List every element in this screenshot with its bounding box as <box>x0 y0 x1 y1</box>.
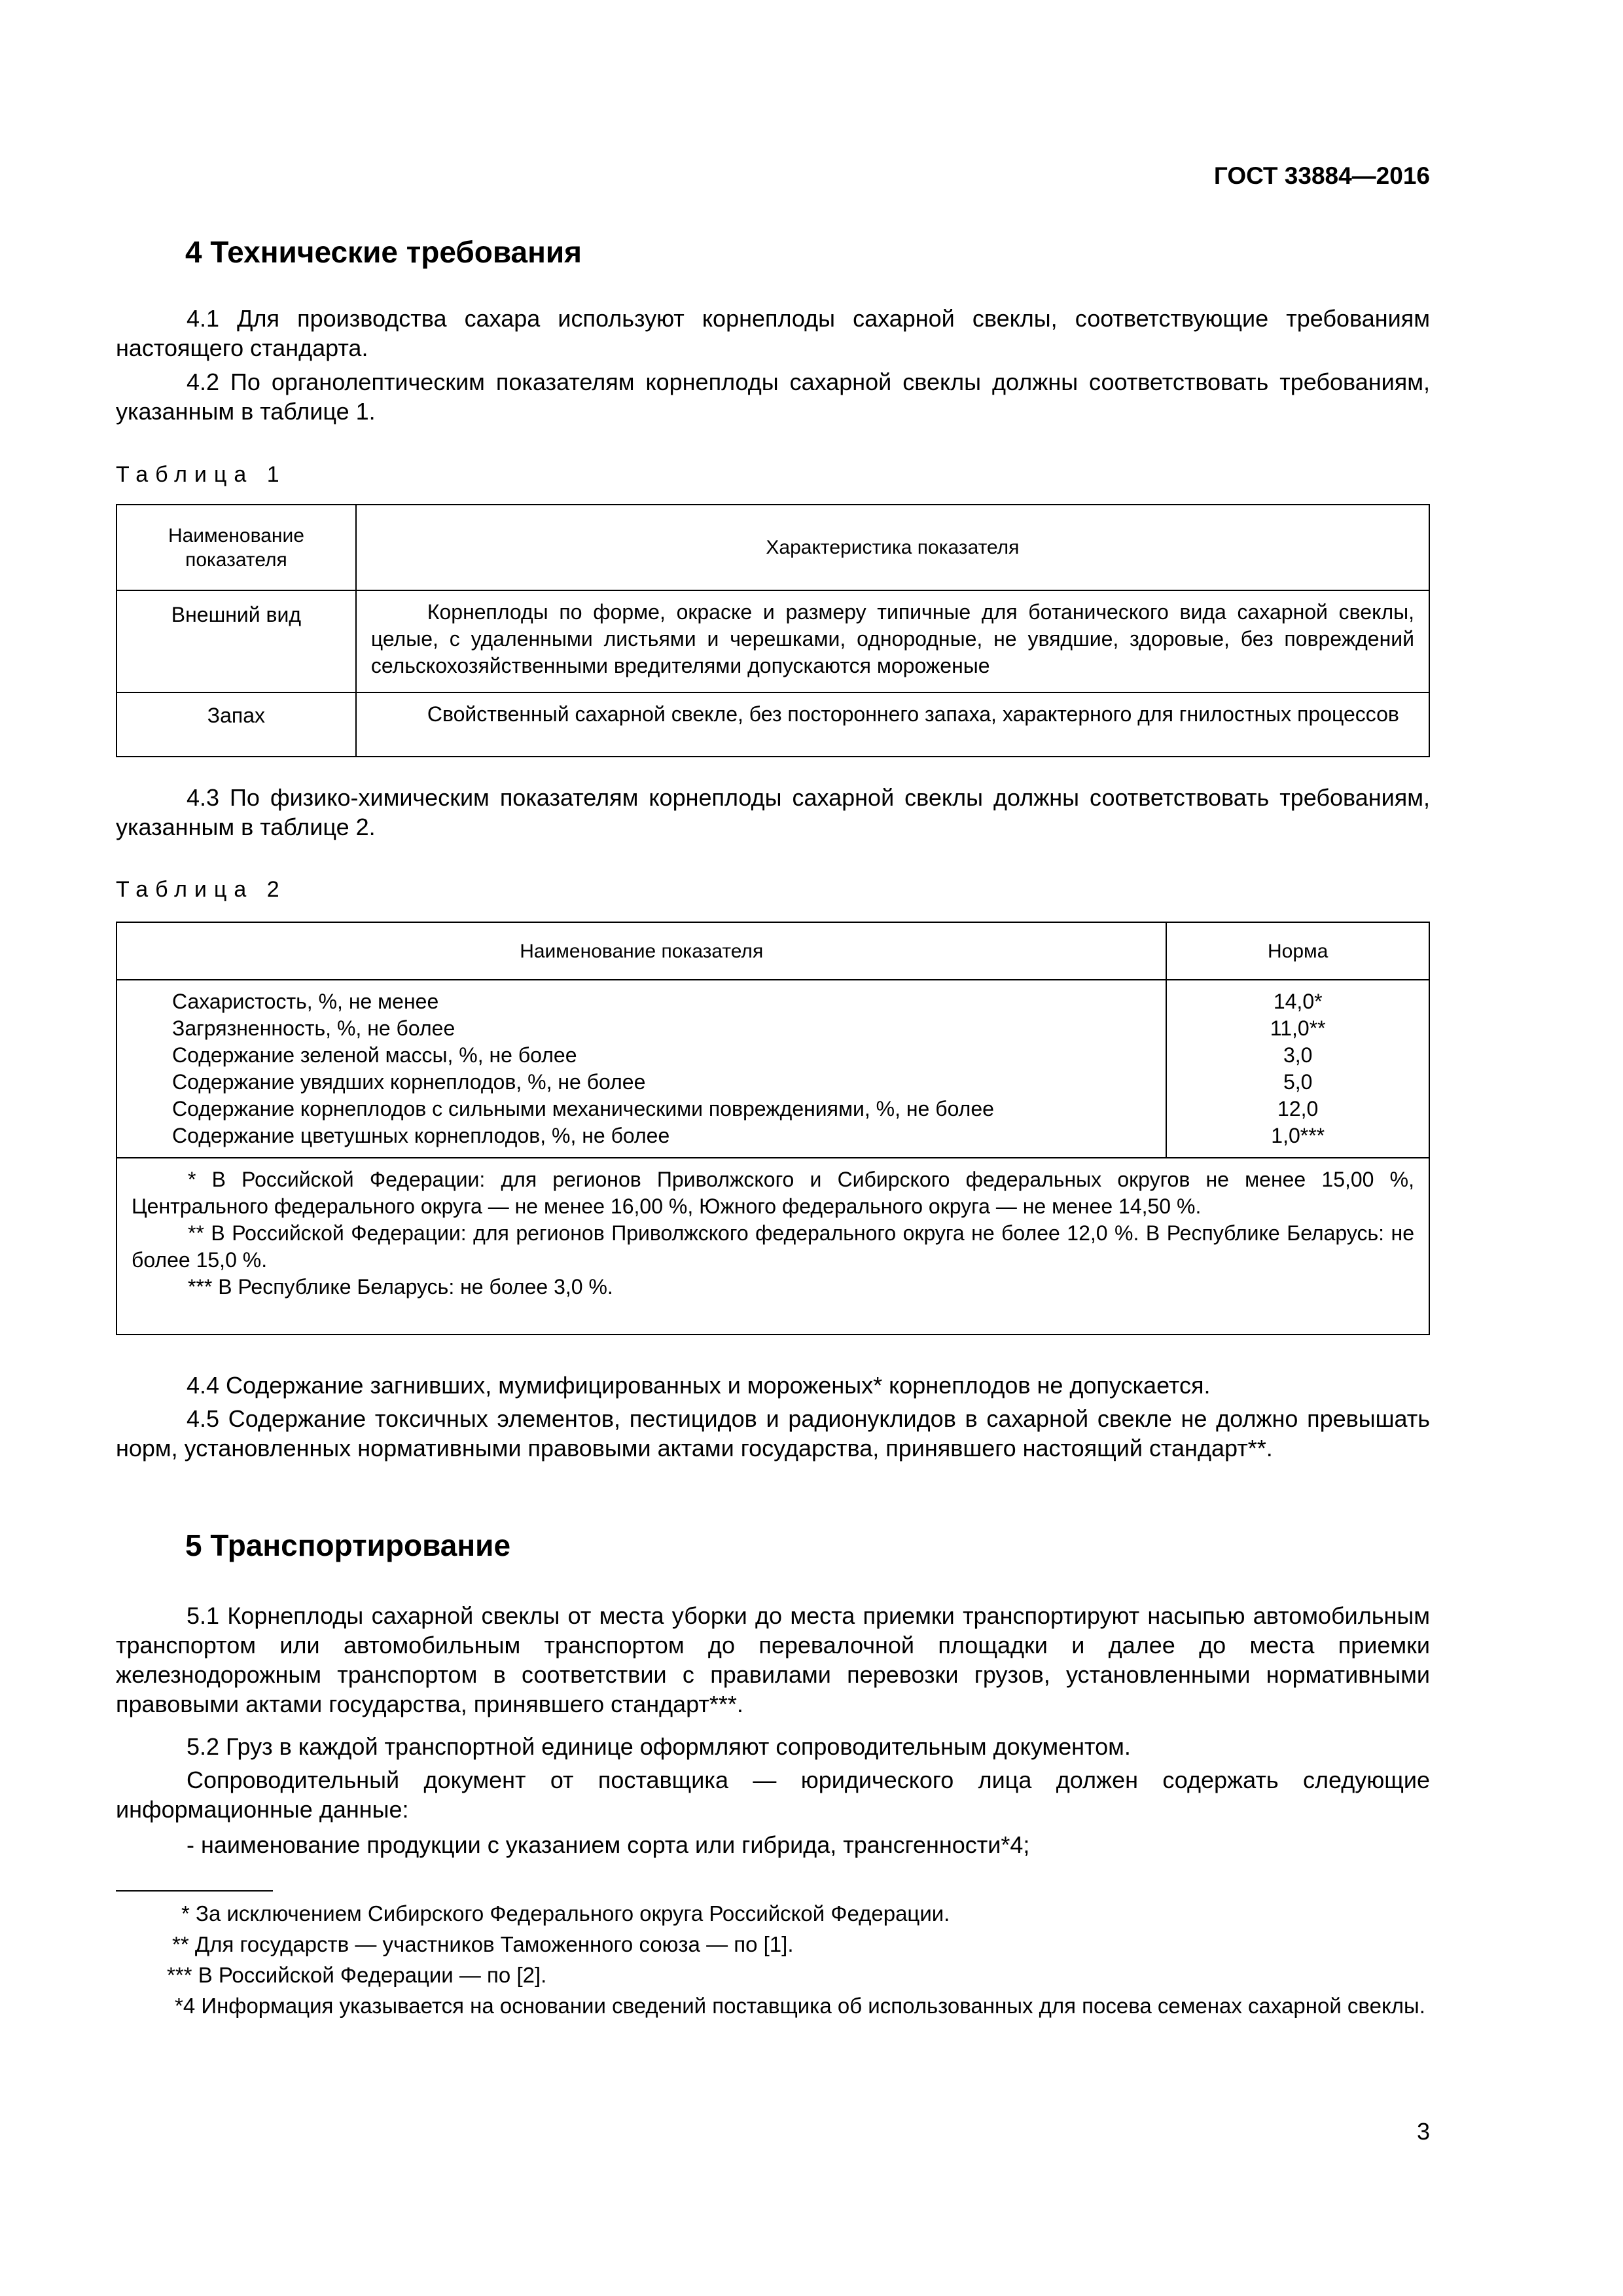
list-item: Содержание корнеплодов с сильными механическими повреждениями, %, не более <box>172 1097 994 1121</box>
document-number: ГОСТ 33884—2016 <box>1213 162 1430 189</box>
table-1-row-name: Внешний вид <box>116 590 356 692</box>
footnote-separator <box>116 1890 273 1892</box>
section-4-title: 4 Технические требования <box>185 235 582 269</box>
paragraph-4-1: 4.1 Для производства сахара используют корнеплоды сахарной свеклы, соответствующие требованиям настоящего стандарта. <box>116 305 1430 361</box>
table-2-note-1: * В Российской Федерации: для регионов Приволжского и Сибирского федеральных округов не менее 15,00 %, Центрального федерального округа — не менее 16,00 %, Южного федерального округа — не менее 14,50 %. <box>132 1168 1414 1218</box>
list-item: 1,0*** <box>1271 1124 1325 1147</box>
paragraph-5-1: 5.1 Корнеплоды сахарной свеклы от места уборки до места приемки транспортируют насыпью автомобильным транспортом или автомобильным транспортом до перевалочной площадки и далее до места приемки железнодорожным транспортом в соответствии с правилами перевозки грузов, установленными нормативными правовыми актами государства, принявшего стандарт***. <box>116 1602 1430 1717</box>
list-item: 11,0** <box>1270 1016 1326 1040</box>
page-number: 3 <box>1416 2118 1430 2145</box>
list-item: Содержание увядших корнеплодов, %, не более <box>172 1070 646 1094</box>
paragraph-5-2b: Сопроводительный документ от поставщика — юридического лица должен содержать следующие информационные данные: <box>116 1767 1430 1823</box>
table-2-notes-row <box>116 1158 1429 1335</box>
list-item: 14,0* <box>1273 990 1323 1013</box>
list-item: 5,0 <box>1283 1070 1313 1094</box>
footnote-3: *** В Российской Федерации — по [2]. <box>167 1963 547 1987</box>
footnote-2: ** Для государств — участников Таможенного союза — по [1]. <box>172 1932 794 1956</box>
table-2-header-row <box>116 922 1429 980</box>
paragraph-4-4: 4.4 Содержание загнивших, мумифицированных и мороженых* корнеплодов не допускается. <box>187 1372 1211 1399</box>
paragraph-4-3: 4.3 По физико-химическим показателям корнеплоды сахарной свеклы должны соответствовать требованиям, указанным в таблице 2. <box>116 784 1430 840</box>
table-1-header-characteristic: Характеристика показателя <box>356 505 1429 590</box>
table-2-header-norm: Норма <box>1166 922 1429 980</box>
list-item: - наименование продукции с указанием сорта или гибрида, трансгенности*4; <box>187 1831 1030 1858</box>
list-item: 3,0 <box>1283 1043 1313 1067</box>
table-row <box>116 590 1429 692</box>
paragraph-4-5: 4.5 Содержание токсичных элементов, пестицидов и радионуклидов в сахарной свекле не должно превышать норм, установленных нормативными правовыми актами государства, принявшего настоящий стандарт**. <box>116 1405 1430 1462</box>
table-2 <box>116 922 1430 1335</box>
table-2-caption: Таблица 2 <box>116 877 287 902</box>
list-item: Сахаристость, %, не менее <box>172 990 439 1013</box>
table-1-caption: Таблица 1 <box>116 462 287 487</box>
table-2-norms-cell <box>1166 980 1429 1158</box>
list-item: 12,0 <box>1277 1097 1319 1121</box>
paragraph-4-2: 4.2 По органолептическим показателям корнеплоды сахарной свеклы должны соответствовать требованиям, указанным в таблице 1. <box>116 368 1430 425</box>
table-row <box>116 692 1429 757</box>
section-5-title: 5 Транспортирование <box>185 1528 511 1562</box>
table-2-notes <box>116 1158 1429 1335</box>
list-item: Содержание зеленой массы, %, не более <box>172 1043 577 1067</box>
table-1-header-name: Наименование показателя <box>116 505 356 590</box>
footnote-4: *4 Информация указывается на основании сведений поставщика об использованных для посева семенах сахарной свеклы. <box>175 1994 1425 2018</box>
table-2-body-row <box>116 980 1429 1158</box>
list-item: Загрязненность, %, не более <box>172 1016 455 1040</box>
list-item: Содержание цветушных корнеплодов, %, не более <box>172 1124 670 1147</box>
table-1 <box>116 504 1430 757</box>
paragraph-5-2: 5.2 Груз в каждой транспортной единице оформляют сопроводительным документом. <box>187 1733 1131 1760</box>
table-1-row-name: Запах <box>116 692 356 757</box>
table-1-header-row <box>116 505 1429 590</box>
footnote-1: * За исключением Сибирского Федерального округа Российской Федерации. <box>181 1901 950 1926</box>
table-1-row-value: Свойственный сахарной свекле, без постороннего запаха, характерного для гнилостных процессов <box>356 692 1429 757</box>
table-2-note-3: *** В Республике Беларусь: не более 3,0 %. <box>188 1275 613 1299</box>
table-2-names-cell <box>116 980 1166 1158</box>
table-2-note-2: ** В Российской Федерации: для регионов Приволжского федерального округа не более 12,0 %. В Республике Беларусь: не более 15,0 %. <box>132 1221 1414 1272</box>
table-2-header-name: Наименование показателя <box>116 922 1166 980</box>
table-1-row-value: Корнеплоды по форме, окраске и размеру типичные для ботанического вида сахарной свеклы, целые, с удаленными листьями и черешками, однородные, не увядшие, здоровые, без повреждений сельскохозяйственными вредителями допускаются мороженые <box>356 590 1429 692</box>
